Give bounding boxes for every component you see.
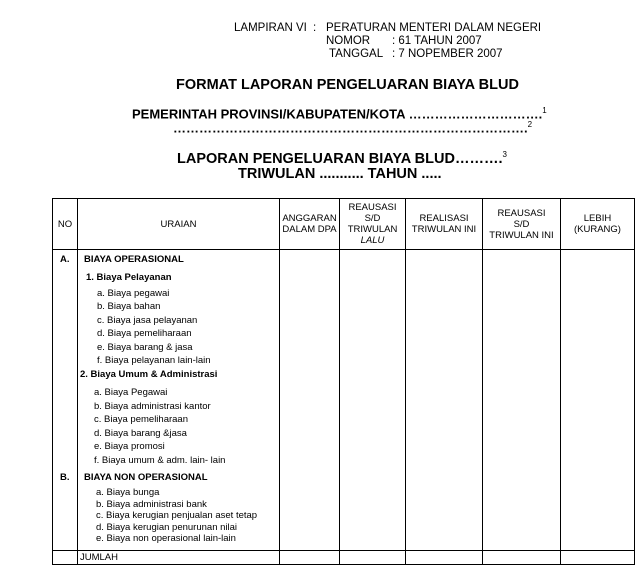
b-item: d. Biaya kerugian penurunan nilai <box>96 521 238 533</box>
header-reausasi-lalu-line3: TRIWULAN <box>347 224 398 235</box>
header-reausasi-lalu-line4: LALU <box>360 235 385 246</box>
header-reausasi-ini <box>483 199 561 250</box>
section-a2-title: 2. Biaya Umum & Administrasi <box>80 369 218 380</box>
footer-empty-5 <box>561 551 635 565</box>
nomor-label: NOMOR <box>326 35 371 47</box>
a2-item: f. Biaya umum & adm. lain- lain <box>94 455 226 466</box>
footer-empty-4 <box>483 551 561 565</box>
header-anggaran-line2: DALAM DPA <box>282 224 337 235</box>
dots-text: ………………………………………………………………………. <box>173 120 528 136</box>
a1-item: b. Biaya bahan <box>97 301 161 313</box>
header-reausasi-lalu <box>340 199 406 250</box>
table-header-row <box>53 199 635 250</box>
a2-item: c. Biaya pemeliharaan <box>94 414 188 426</box>
a1-item: d. Biaya pemeliharaan <box>97 328 192 340</box>
footer-no-cell <box>53 551 78 565</box>
dots-footnote: 2 <box>527 120 533 129</box>
lampiran-label: LAMPIRAN VI <box>234 22 307 34</box>
footer-empty-1 <box>280 551 340 565</box>
header-realisasi-ini-line2: TRIWULAN INI <box>411 224 477 235</box>
b-item: c. Biaya kerugian penjualan aset tetap <box>96 510 258 521</box>
pemerintah-text: PEMERINTAH PROVINSI/KABUPATEN/KOTA …………………………. <box>132 106 543 122</box>
body-reausasi-ini-cell <box>483 250 561 551</box>
section-a1-title: 1. Biaya Pelayanan <box>86 272 172 283</box>
header-reausasi-ini-line1: REAUSASI <box>497 207 546 219</box>
body-anggaran-cell <box>280 250 340 551</box>
header-no: NO <box>53 199 78 250</box>
body-lebih-cell <box>561 250 635 551</box>
a1-item: a. Biaya pegawai <box>97 288 170 299</box>
b-item: e. Biaya non operasional lain-lain <box>96 533 236 544</box>
a1-item: f. Biaya pelayanan lain-lain <box>97 355 211 366</box>
a2-item: b. Biaya administrasi kantor <box>94 400 211 412</box>
section-b-no: B. <box>60 472 70 483</box>
section-b-title: BIAYA NON OPERASIONAL <box>84 472 208 483</box>
laporan-heading <box>177 150 507 167</box>
header-uraian: URAIAN <box>78 199 280 250</box>
triwulan-heading: TRIWULAN ........... TAHUN ..... <box>238 166 442 182</box>
laporan-text: LAPORAN PENGELUARAN BIAYA BLUD………. <box>177 150 503 167</box>
body-no-cell <box>53 250 78 551</box>
b-item: a. Biaya bunga <box>96 487 160 498</box>
section-a-title: BIAYA OPERASIONAL <box>84 254 184 265</box>
header-reausasi-ini-line3: TRIWULAN INI <box>489 229 554 241</box>
nomor-value: : 61 TAHUN 2007 <box>392 35 482 47</box>
a2-item: d. Biaya barang &jasa <box>94 427 187 439</box>
a2-item: e. Biaya promosi <box>94 441 165 453</box>
header-anggaran-line1: ANGGARAN <box>282 213 337 224</box>
a2-item: a. Biaya Pegawai <box>94 387 168 398</box>
footer-empty-3 <box>406 551 483 565</box>
a1-item: c. Biaya jasa pelayanan <box>97 314 198 326</box>
header-lebih-line2: (KURANG) <box>574 224 621 235</box>
a1-item: e. Biaya barang & jasa <box>97 341 193 353</box>
page-title: FORMAT LAPORAN PENGELUARAN BIAYA BLUD <box>176 77 519 93</box>
dots-line <box>173 120 532 135</box>
header-reausasi-lalu-line2: S/D <box>364 213 381 224</box>
pemerintah-footnote: 1 <box>542 106 547 115</box>
section-a-no: A. <box>60 254 70 265</box>
footer-jumlah: JUMLAH <box>78 551 280 565</box>
body-realisasi-ini-cell <box>406 250 483 551</box>
lampiran-colon: : <box>313 22 317 34</box>
b-item: b. Biaya administrasi bank <box>96 498 207 510</box>
peraturan-text: PERATURAN MENTERI DALAM NEGERI <box>326 22 542 34</box>
header-reausasi-ini-line2: S/D <box>513 218 530 230</box>
header-reausasi-lalu-line1: REAUSASI <box>348 202 397 213</box>
header-anggaran <box>280 199 340 250</box>
table-footer-row <box>53 551 635 565</box>
header-realisasi-ini <box>406 199 483 250</box>
header-realisasi-ini-line1: REALISASI <box>419 213 469 224</box>
tanggal-label: TANGGAL <box>329 48 384 60</box>
footer-empty-2 <box>340 551 406 565</box>
body-reausasi-lalu-cell <box>340 250 406 551</box>
laporan-footnote: 3 <box>502 150 507 159</box>
header-lebih-line1: LEBIH <box>583 213 612 224</box>
tanggal-value: : 7 NOPEMBER 2007 <box>392 48 503 60</box>
header-lebih <box>561 199 635 250</box>
